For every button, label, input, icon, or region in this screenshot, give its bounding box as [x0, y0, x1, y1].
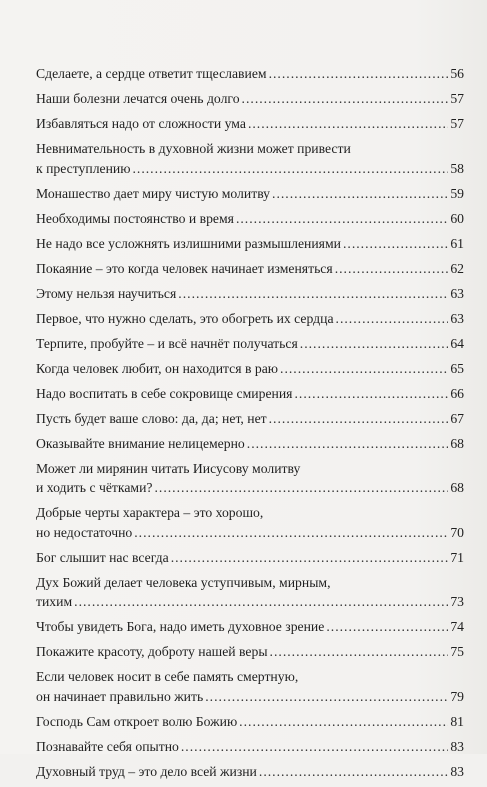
- toc-entry-title: Оказывайте внимание нелицемерно: [36, 435, 245, 451]
- toc-entry-title: Духовный труд – это дело всей жизни: [36, 763, 257, 779]
- toc-entry: [36, 334, 464, 354]
- toc-entry-title: тихим: [36, 594, 73, 609]
- page-number: 59: [450, 185, 464, 201]
- dot-leader: [132, 159, 448, 179]
- dot-leader: [336, 309, 449, 329]
- toc-entry: [36, 737, 464, 757]
- page-number: 74: [450, 619, 464, 634]
- toc-entry-title: Наши болезни лечатся очень долго: [36, 91, 240, 106]
- dot-leader: [239, 712, 448, 732]
- page-number: 61: [450, 235, 464, 251]
- toc-entry: [36, 209, 464, 229]
- dot-leader: [269, 64, 449, 84]
- toc-entry: [36, 184, 464, 204]
- toc-entry: [36, 503, 464, 542]
- toc-entry-last-line: [36, 642, 464, 662]
- toc-entry-title: Не надо все усложнять излишними размышлениями: [36, 235, 341, 251]
- dot-leader: [248, 114, 448, 134]
- dot-leader: [300, 334, 449, 354]
- toc-entry-title-line: Невнимательность в духовной жизни может привести: [36, 141, 351, 156]
- toc-entry-title: Чтобы увидеть Бога, надо иметь духовное зрение: [36, 619, 325, 634]
- dot-leader: [134, 523, 448, 543]
- toc-entry-last-line: [36, 762, 464, 782]
- page-number: 65: [450, 360, 464, 376]
- toc-entry: [36, 384, 464, 404]
- toc-entry-last-line: [36, 548, 464, 568]
- page-number: 57: [450, 91, 464, 106]
- toc-entry-title: Первое, что нужно сделать, это обогреть их сердца: [36, 310, 334, 326]
- toc-entry: [36, 89, 464, 109]
- toc-entry-title: Терпите, пробуйте – и всё начнёт получаться: [36, 335, 298, 351]
- toc-entry-last-line: [36, 359, 464, 379]
- toc-entry: [36, 459, 464, 498]
- toc-entry-title: Покажите красоту, доброту нашей веры: [36, 644, 268, 659]
- page-number: 70: [450, 524, 464, 540]
- toc-entry: [36, 409, 464, 429]
- toc-entry-title-line: Добрые черты характера – это хорошо,: [36, 505, 264, 520]
- toc-entry-last-line: [36, 712, 464, 732]
- toc-entry-last-line: [36, 478, 464, 498]
- toc-entry-title: Господь Сам откроет волю Божию: [36, 713, 238, 729]
- toc-entry-title: Надо воспитать в себе сокровище смирения: [36, 385, 293, 401]
- toc-entry-last-line: [36, 284, 464, 304]
- page-number: 68: [450, 480, 464, 495]
- dot-leader: [74, 592, 448, 612]
- toc-entry-title: Сделаете, а сердце ответит тщеславием: [36, 66, 267, 81]
- toc-entry-last-line: [36, 259, 464, 279]
- page-number: 63: [450, 310, 464, 326]
- toc-entry: [36, 309, 464, 329]
- toc-entry-title: Монашество дает миру чистую молитву: [36, 185, 271, 201]
- toc-entry-last-line: [36, 523, 464, 543]
- toc-entry: [36, 114, 464, 134]
- toc-entry: [36, 762, 464, 782]
- dot-leader: [236, 209, 448, 229]
- dot-leader: [181, 737, 448, 757]
- toc-entry: [36, 667, 464, 706]
- dot-leader: [272, 184, 448, 204]
- page-number: 64: [450, 335, 464, 351]
- toc-entry: [36, 139, 464, 178]
- page-number: 73: [450, 594, 464, 609]
- page-number: 83: [450, 738, 464, 754]
- toc-entry-last-line: [36, 89, 464, 109]
- toc-entry-title: Познавайте себя опытно: [36, 738, 179, 754]
- toc-entry-last-line: [36, 234, 464, 254]
- toc-entry-last-line: [36, 384, 464, 404]
- toc-entry-last-line: [36, 114, 464, 134]
- toc-entry-last-line: [36, 309, 464, 329]
- toc-entry-last-line: [36, 737, 464, 757]
- toc-entry-title: Бог слышит нас всегда: [36, 549, 169, 565]
- toc-entry: [36, 259, 464, 279]
- toc-entry-title-line: Если человек носит в себе память смертную,: [36, 669, 299, 684]
- toc-entry-title: он начинает правильно жить: [36, 688, 204, 704]
- page-number: 71: [450, 549, 464, 565]
- toc-entry-last-line: [36, 209, 464, 229]
- dot-leader: [326, 617, 448, 637]
- page-number: 75: [450, 644, 464, 659]
- page-number: 68: [450, 435, 464, 451]
- toc-entry-last-line: [36, 592, 464, 612]
- page-number: 56: [450, 66, 464, 81]
- page-number: 83: [450, 763, 464, 779]
- toc-entry: [36, 284, 464, 304]
- dot-leader: [335, 259, 449, 279]
- toc-entry-last-line: [36, 184, 464, 204]
- toc-entry-title: Этому нельзя научиться: [36, 285, 177, 301]
- page-number: 63: [450, 285, 464, 301]
- toc-entry-title: но недостаточно: [36, 524, 133, 540]
- dot-leader: [178, 284, 448, 304]
- dot-leader: [205, 687, 448, 707]
- toc-entry-title: Покаяние – это когда человек начинает изменяться: [36, 260, 333, 276]
- page-number: 60: [450, 210, 464, 226]
- toc-entry-last-line: [36, 434, 464, 454]
- toc-entry: [36, 234, 464, 254]
- toc-entry-last-line: [36, 409, 464, 429]
- dot-leader: [280, 359, 448, 379]
- dot-leader: [171, 548, 449, 568]
- page-number: 57: [450, 116, 464, 131]
- toc-entry: [36, 548, 464, 568]
- toc-entry-title: Необходимы постоянство и время: [36, 210, 234, 226]
- dot-leader: [242, 89, 449, 109]
- toc-entry: [36, 712, 464, 732]
- dot-leader: [154, 478, 448, 498]
- page-number: 79: [450, 688, 464, 704]
- page-number: 58: [450, 160, 464, 176]
- toc-entry-title: Избавляться надо от сложности ума: [36, 116, 246, 131]
- table-of-contents: [36, 64, 464, 787]
- dot-leader: [294, 384, 448, 404]
- toc-entry: [36, 573, 464, 612]
- dot-leader: [269, 409, 449, 429]
- toc-entry-title: и ходить с чётками?: [36, 480, 153, 495]
- page-number: 66: [450, 385, 464, 401]
- page-number: 81: [450, 713, 464, 729]
- toc-entry-title-line: Может ли мирянин читать Иисусову молитву: [36, 460, 301, 476]
- dot-leader: [343, 234, 448, 254]
- toc-entry-last-line: [36, 687, 464, 707]
- toc-entry-last-line: [36, 334, 464, 354]
- dot-leader: [247, 434, 449, 454]
- page-number: 67: [450, 410, 464, 426]
- toc-entry: [36, 64, 464, 84]
- toc-entry-last-line: [36, 159, 464, 179]
- toc-entry-title-line: Дух Божий делает человека уступчивым, мирным,: [36, 574, 331, 590]
- toc-entry-last-line: [36, 64, 464, 84]
- dot-leader: [259, 762, 448, 782]
- toc-entry-title: Пусть будет ваше слово: да, да; нет, нет: [36, 410, 267, 426]
- toc-entry-title: к преступлению: [36, 160, 131, 176]
- page-number: 62: [450, 260, 464, 276]
- toc-entry: [36, 642, 464, 662]
- toc-entry: [36, 617, 464, 637]
- toc-entry: [36, 359, 464, 379]
- toc-entry-title: Когда человек любит, он находится в раю: [36, 360, 279, 376]
- toc-entry: [36, 434, 464, 454]
- toc-entry-last-line: [36, 617, 464, 637]
- dot-leader: [270, 642, 449, 662]
